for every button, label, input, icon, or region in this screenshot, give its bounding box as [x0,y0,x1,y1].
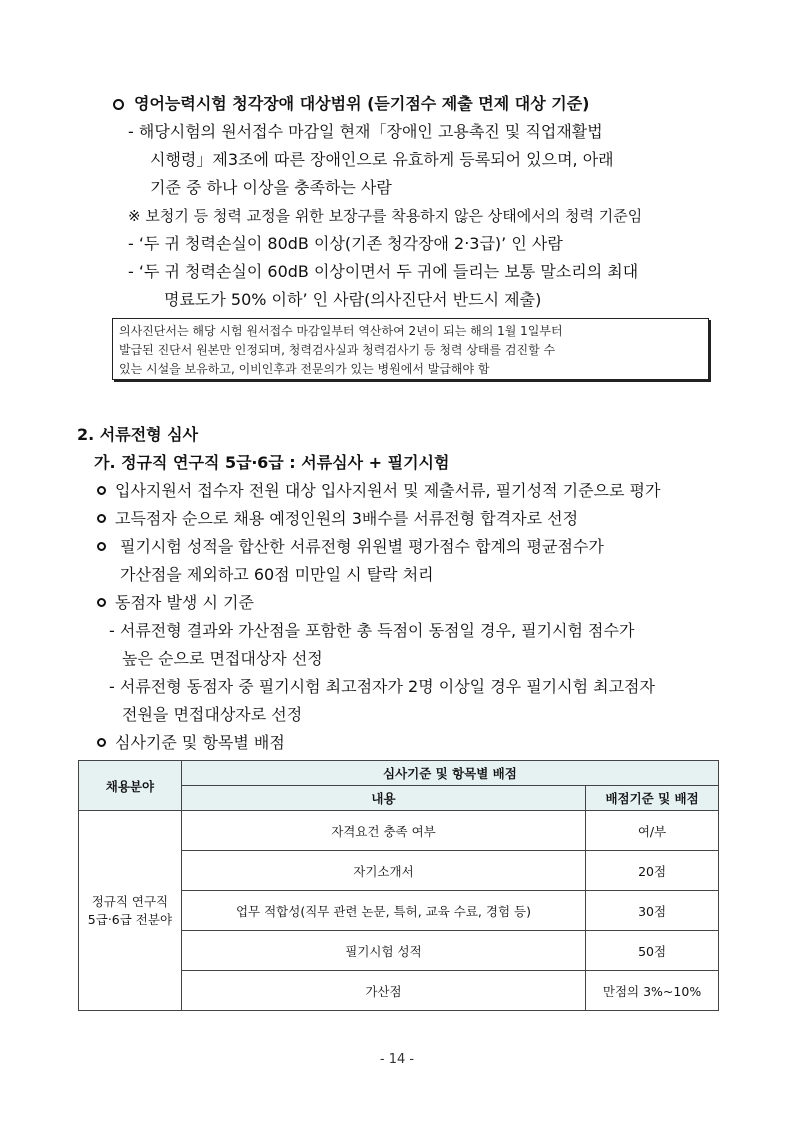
content-cell: 자기소개서 [181,851,585,891]
circle-bullet-icon [97,486,106,495]
criteria-bullet: 동점자 발생 시 기준 [115,593,254,612]
criteria-bullet: 입사지원서 접수자 전원 대상 입사지원서 및 제출서류, 필기성적 기준으로 평가 [115,481,661,500]
criteria-bullet: 심사기준 및 항목별 배점 [115,733,285,752]
header-criteria-group: 심사기준 및 항목별 배점 [181,761,718,786]
criteria-bullet-cont: 가산점을 제외하고 60점 미만일 시 탈락 처리 [120,565,434,584]
field-cell [79,811,182,1011]
criteria-note: ※ 보청기 등 청력 교정을 위한 보장구를 착용하지 않은 상태에서의 청력 기준임 [128,207,643,225]
tie-rule-line: - 서류전형 결과와 가산점을 포함한 총 득점이 동점일 경우, 필기시험 점수가 [109,621,635,640]
score-cell: 20점 [586,851,719,891]
subsection-title: 가. 정규직 연구직 5급‧6급 : 서류심사 + 필기시험 [94,453,450,472]
criteria-line: - ‘두 귀 청력손실이 60dB 이상이면서 두 귀에 들리는 보통 말소리의 최대 [128,262,639,281]
note-box-line: 있는 시설을 보유하고, 이비인후과 전문의가 있는 병원에서 발급해야 함 [119,362,490,376]
criteria-line: 명료도가 50% 이하’ 인 사람(의사진단서 반드시 제출) [164,290,542,309]
criteria-line: 시행령」제3조에 따른 장애인으로 유효하게 등록되어 있으며, 아래 [150,150,614,169]
score-cell: 만점의 3%~10% [586,971,719,1011]
circle-bullet-icon [97,598,106,607]
tie-rule-line: - 서류전형 동점자 중 필기시험 최고점자가 2명 이상일 경우 필기시험 최고점자 [109,677,655,696]
content-cell: 업무 적합성(직무 관련 논문, 특허, 교육 수료, 경험 등) [181,891,585,931]
table-row [79,811,719,851]
section-title: 2. 서류전형 심사 [77,425,199,444]
tie-rule-line: 전원을 면접대상자로 선정 [122,705,303,724]
criteria-bullet: 필기시험 성적을 합산한 서류전형 위원별 평가점수 합계의 평균점수가 [120,537,604,556]
circle-bullet-icon [97,542,106,551]
header-content: 내용 [181,786,585,811]
circle-bullet-icon [97,738,106,747]
content-cell: 자격요건 충족 여부 [181,811,585,851]
criteria-line: - ‘두 귀 청력손실이 80dB 이상(기존 청각장애 2‧3급)’ 인 사람 [128,234,563,253]
page-number: - 14 - [379,1052,415,1067]
criteria-line: 기준 중 하나 이상을 충족하는 사람 [150,178,392,197]
medical-certificate-note-box [112,318,709,380]
field-label: 정규직 연구직 5급‧6급 전분야 [87,893,173,927]
hearing-criteria-heading: 영어능력시험 청각장애 대상범위 (듣기점수 제출 면제 대상 기준) [134,94,590,113]
content-cell: 필기시험 성적 [181,931,585,971]
circle-bullet-icon [97,514,106,523]
criteria-bullet: 고득점자 순으로 채용 예정인원의 3배수를 서류전형 합격자로 선정 [115,509,579,528]
header-score: 배점기준 및 배점 [586,786,719,811]
criteria-line: - 해당시험의 원서접수 마감일 현재「장애인 고용촉진 및 직업재활법 [128,122,603,141]
note-box-line: 발급된 진단서 원본만 인정되며, 청력검사실과 청력검사기 등 청력 상태를 검진할 수 [119,343,556,357]
circle-bullet-icon [113,99,124,110]
score-cell: 여/부 [586,811,719,851]
header-field: 채용분야 [79,761,182,811]
score-cell: 50점 [586,931,719,971]
scoring-table [78,760,719,1011]
content-cell: 가산점 [181,971,585,1011]
score-cell: 30점 [586,891,719,931]
tie-rule-line: 높은 순으로 면접대상자 선정 [122,649,323,668]
note-box-line: 의사진단서는 해당 시험 원서접수 마감일부터 역산하여 2년이 되는 해의 1월 1일부터 [119,324,563,338]
